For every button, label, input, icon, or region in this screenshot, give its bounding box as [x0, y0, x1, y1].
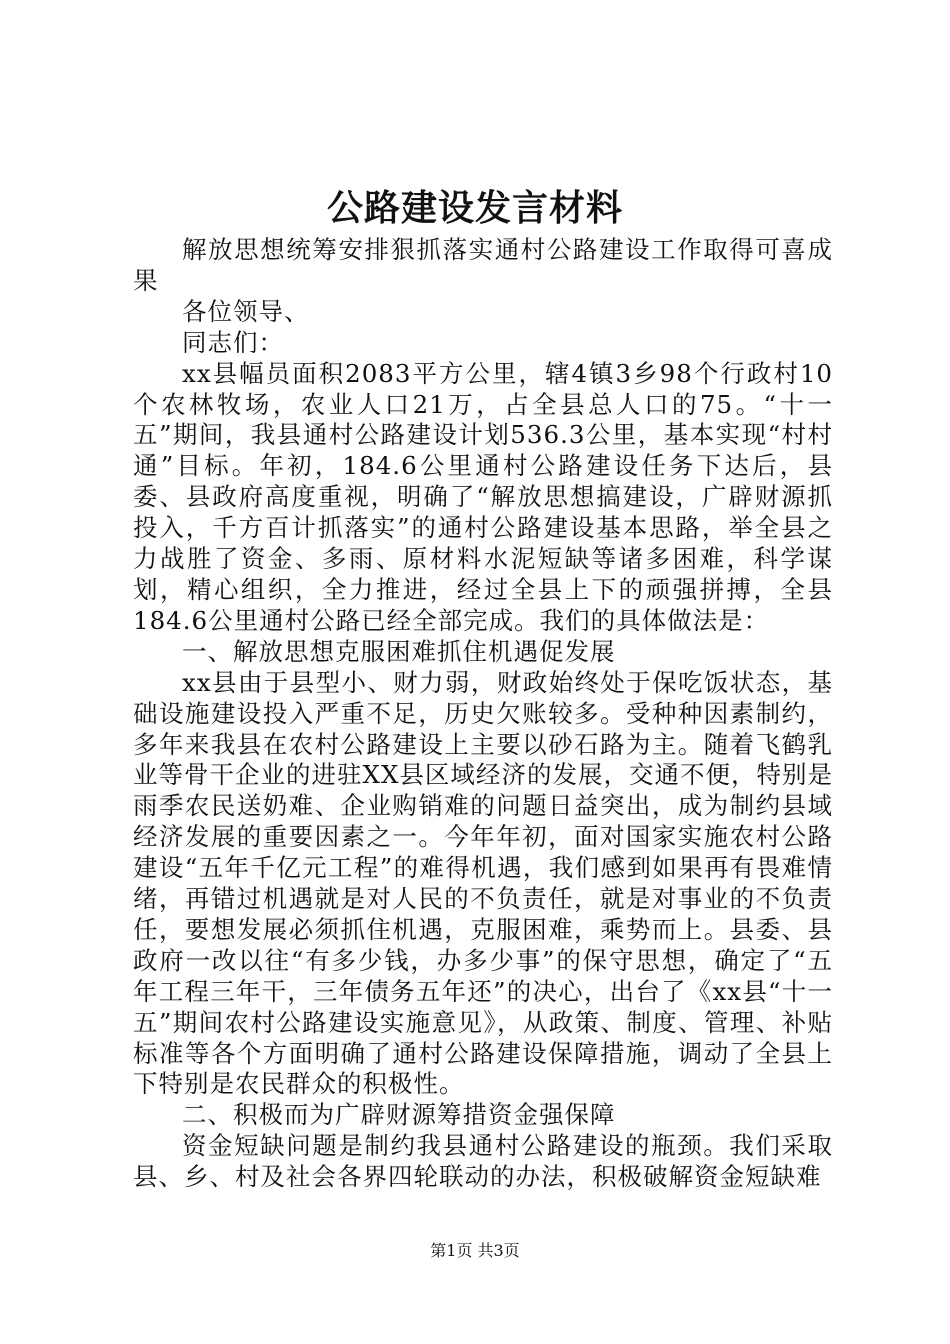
salutation-comrades: 同志们：: [182, 327, 284, 357]
page-footer: 第1页 共3页: [430, 1241, 520, 1260]
intro-paragraph: xx县幅员面积2083平方公里，辖4镇3乡98个行政村10个农林牧场，农业人口21万，占全县总人口的75。“十一五”期间，我县通村公路建设计划536.3公里，基本实现“村村通”目标。年初，184.6公里通村公路建设任务下达后，县委、县政府高度重视，明确了“解放思想搞建设，广辟财源抓投入，千方百计抓落实”的通村公路建设基本思路，举全县之力战胜了资金、多雨、原材料水泥短缺等诸多困难，科学谋划，精心组织，全力推进，经过全县上下的顽强拼搏，全县184.6公里通村公路已经全部完成。我们的具体做法是：: [133, 358, 833, 635]
document-title: 公路建设发言材料: [326, 187, 623, 229]
section-heading-1: 一、解放思想克服困难抓住机遇促发展: [182, 636, 616, 666]
section-2-paragraph: 资金短缺问题是制约我县通村公路建设的瓶颈。我们采取县、乡、村及社会各界四轮联动的办法，积极破解资金短缺难: [133, 1131, 833, 1192]
section-1-paragraph: xx县由于县型小、财力弱，财政始终处于保吃饭状态，基础设施建设投入严重不足，历史欠账较多。受种种因素制约，多年来我县在农村公路建设上主要以砂石路为主。随着飞鹤乳业等骨干企业的进驻XX县区域经济的发展，交通不便，特别是雨季农民送奶难、企业购销难的问题日益突出，成为制约县域经济发展的重要因素之一。今年年初，面对国家实施农村公路建设“五年千亿元工程”的难得机遇，我们感到如果再有畏难情绪，再错过机遇就是对人民的不负责任，就是对事业的不负责任，要想发展必须抓住机遇，克服困难，乘势而上。县委、县政府一改以往“有多少钱，办多少事”的保守思想，确定了“五年工程三年干，三年债务五年还”的决心，出台了《xx县“十一五”期间农村公路建设实施意见》，从政策、制度、管理、补贴标准等各个方面明确了通村公路建设保障措施，调动了全县上下特别是农民群众的积极性。: [133, 667, 833, 1099]
salutation-leaders: 各位领导、: [182, 296, 310, 326]
section-heading-2: 二、积极而为广辟财源筹措资金强保障: [182, 1100, 616, 1130]
subtitle-paragraph: 解放思想统筹安排狠抓落实通村公路建设工作取得可喜成果: [133, 235, 833, 295]
document-body: [133, 235, 833, 1193]
